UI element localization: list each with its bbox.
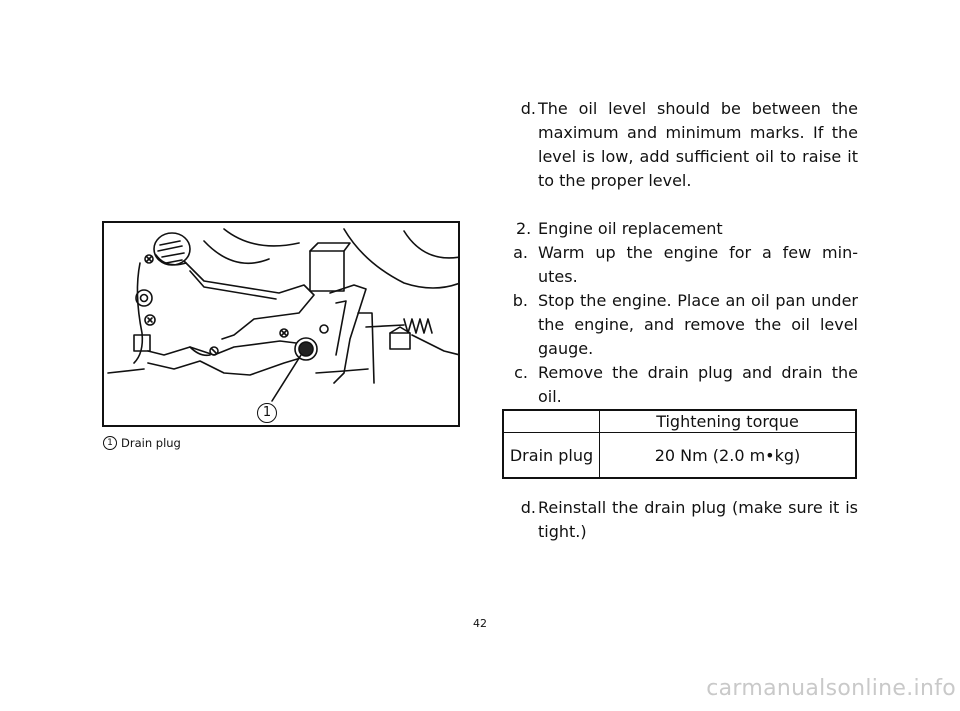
drain-plug-illustration xyxy=(102,221,460,427)
torque-table-corner xyxy=(503,410,600,433)
instructions-column xyxy=(500,97,858,409)
torque-table xyxy=(502,409,857,479)
figure-caption xyxy=(103,436,181,450)
step-text: Warm up the engine for a few min- utes. xyxy=(538,243,858,286)
torque-row-label: Drain plug xyxy=(503,433,600,479)
section-title: Engine oil replacement xyxy=(538,219,723,238)
step-d-check-level xyxy=(500,97,858,193)
step-text: Reinstall the drain plug (make sure it is tight.) xyxy=(538,498,858,541)
step-d-reinstall-plug xyxy=(500,496,858,544)
step-label: b. xyxy=(512,291,528,310)
step-c-drain-oil xyxy=(500,361,858,409)
step-label: a. xyxy=(513,243,528,262)
final-step-column xyxy=(500,496,858,544)
caption-text: Drain plug xyxy=(121,436,181,450)
caption-callout-number: 1 xyxy=(103,436,117,450)
torque-row-value: 20 Nm (2.0 m•kg) xyxy=(600,433,857,479)
engine-underside-drawing xyxy=(104,223,460,427)
callout-number: 1 xyxy=(257,403,277,423)
step-a-warm-up xyxy=(500,241,858,289)
step-label: c. xyxy=(514,363,528,382)
step-text: Stop the engine. Place an oil pan under the engine, and remove the oil level gauge. xyxy=(538,291,858,358)
step-b-stop-engine xyxy=(500,289,858,361)
section-heading xyxy=(500,217,858,241)
step-label: d. xyxy=(520,99,536,118)
torque-header: Tightening torque xyxy=(600,410,857,433)
page-number: 42 xyxy=(473,617,487,630)
section-number: 2. xyxy=(516,219,532,238)
step-label: d. xyxy=(520,498,536,517)
step-text: Remove the drain plug and drain the oil. xyxy=(538,363,858,406)
step-text: The oil level should be between the maximum and minimum marks. If the level is low, add sufficient oil to raise it to the proper level. xyxy=(538,99,858,190)
watermark-text: carmanualsonline.info xyxy=(706,676,956,701)
